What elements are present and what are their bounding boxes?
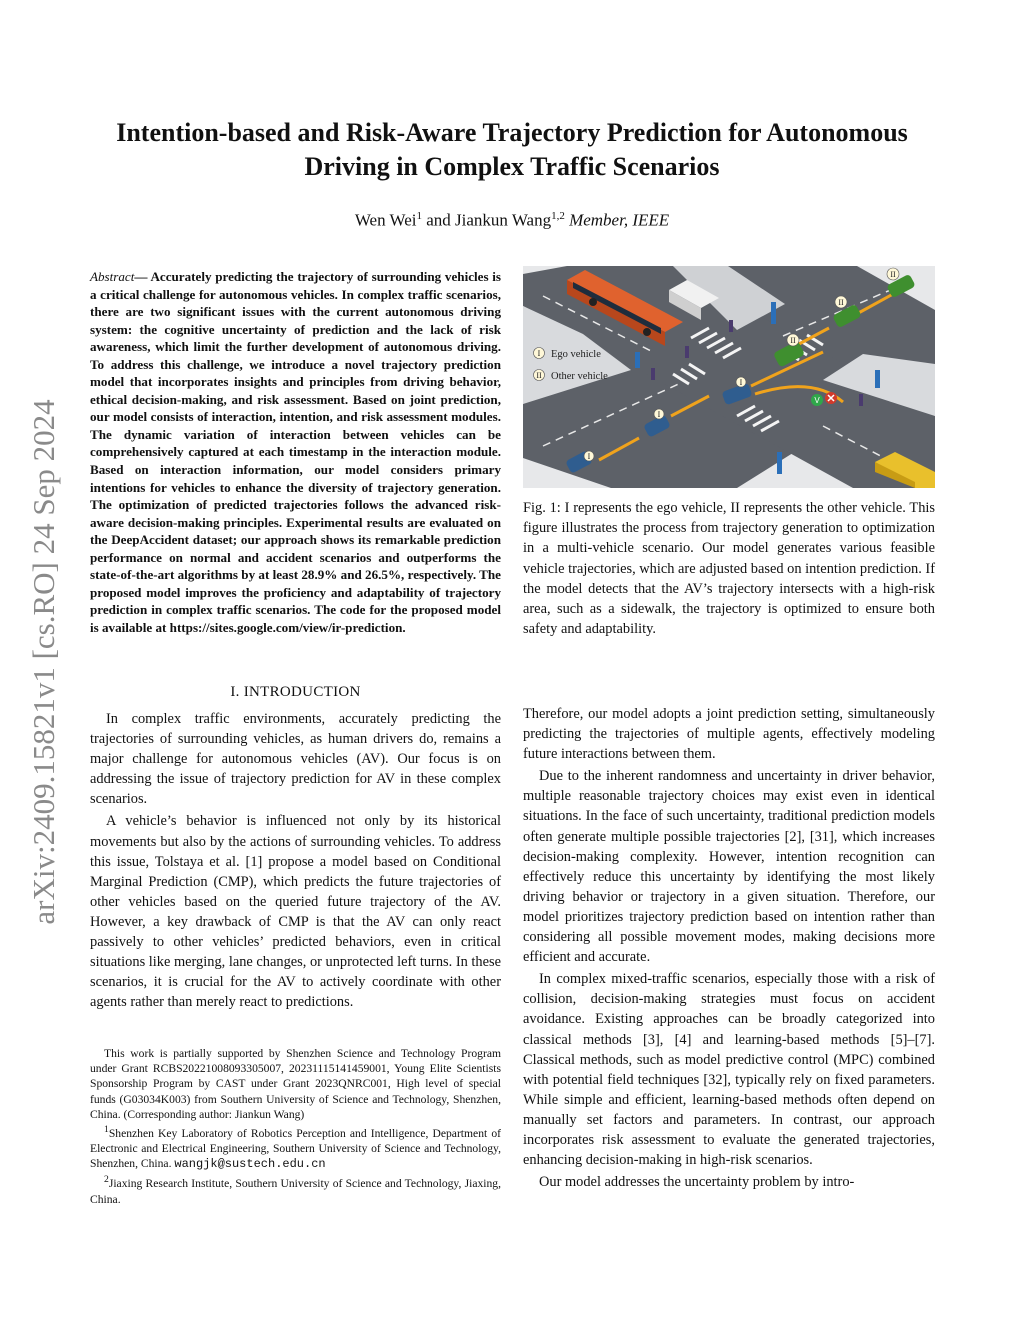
legend-ego-label: Ego vehicle — [551, 349, 601, 360]
title-line-2: Driving in Complex Traffic Scenarios — [304, 152, 720, 181]
author-membership: Member, IEEE — [569, 210, 670, 230]
abstract-label: Abstract — [90, 269, 135, 284]
author-1: Wen Wei — [354, 210, 417, 230]
right-paragraph-1: Therefore, our model adopts a joint prediction setting, simultaneously predicting the trajectories of multiple agents, effectively modeling future interactions between them. — [523, 706, 935, 763]
footnote-2-text: Jiaxing Research Institute, Southern University of Science and Technology, Jiaxing, China. — [90, 1177, 501, 1206]
author-1-affil: 1 — [416, 210, 422, 222]
marker-ego-2: I — [657, 410, 661, 419]
title-line-1: Intention-based and Risk-Aware Trajectory Prediction for Autonomous — [116, 118, 908, 147]
marker-ego-3: I — [739, 378, 743, 387]
marker-other-3: II — [890, 270, 896, 279]
intersection-scene — [523, 266, 935, 488]
author-2-affil: 1,2 — [551, 210, 565, 222]
abstract — [90, 268, 501, 636]
footnote-2-mark: 2 — [104, 1174, 109, 1186]
footnote-affiliation-2 — [90, 1172, 501, 1206]
right-paragraph-4: Our model addresses the uncertainty problem by intro- — [539, 1174, 855, 1191]
paper-title — [80, 116, 944, 184]
author-email: wangjk@sustech.edu.cn — [174, 1157, 326, 1172]
footnote-affiliation-1 — [90, 1122, 501, 1172]
right-paragraph-3: In complex mixed-traffic scenarios, especially those with a risk of collision, decision-making strategies must focus on accident avoidance. Existing approaches can be broadly categorized into classical methods [3], [4] and learning-based methods [5]–[7]. Classical methods, such as model predictive control (MPC) combined with potential field techniques [32], typically rely on fixed parameters. While simple and efficient, learning-based methods often depend on manually set factors and parameters. In contrast, our approach incorporates risk assessment to evaluate the generated trajectories, enhancing decision-making in high-risk scenarios. — [523, 971, 935, 1169]
footnote-support: This work is partially supported by Shenzhen Science and Technology Program under Grant RCBS20221008093305007, 20231115141459001, Young Elite Scientists Sponsorship Program by CAST under Grant 2023QNRC001, High level of special funds (G03034K003) from Southern University of Science and Technology, Shenzhen, China. (Corresponding author: Jiankun Wang) — [90, 1047, 501, 1121]
legend-ego-num: I — [537, 349, 541, 358]
author-2: Jiankun Wang — [455, 210, 552, 230]
legend-other-label: Other vehicle — [551, 371, 608, 382]
footnote-1-text: Shenzhen Key Laboratory of Robotics Perception and Intelligence, Department of Electronic and Electrical Engineering, Southern University of Science and Technology, Shenzhen, China. — [90, 1126, 501, 1171]
safe-check-mark: V — [814, 396, 820, 405]
intro-paragraph-2: A vehicle’s behavior is influenced not only by its historical movements but also by the actions of surrounding vehicles. To address this issue, Tolstaya et al. [1] propose a model based on Conditional Marginal Prediction (CMP), which predicts the future trajectories of other vehicles based on the queried future trajectory of the AV. However, a key drawback of CMP is that the AV can only react passively to other vehicles’ predicted behaviors, even in critical situations like merging, lane changes, or unprotected left turns. In these scenarios, it is crucial for the AV to actively coordinate with other agents rather than merely react to predictions. — [90, 813, 501, 1011]
introduction-body — [90, 709, 501, 1014]
marker-other-2: II — [838, 298, 844, 307]
intro-paragraph-1: In complex traffic environments, accurately predicting the trajectories of surrounding vehicles, as human drivers do, remains a major challenge for autonomous vehicles (AV). Our focus is on addressing the issue of trajectory prediction for AV in these complex scenarios. — [90, 711, 501, 808]
legend-other-num: II — [536, 371, 542, 380]
author-line — [200, 210, 824, 231]
footnote-1-mark: 1 — [104, 1124, 109, 1136]
author-and: and — [421, 210, 456, 230]
footnotes — [90, 1046, 501, 1207]
marker-other-1: II — [790, 336, 796, 345]
right-paragraph-2: Due to the inherent randomness and uncertainty in driver behavior, multiple reasonable trajectory choices may exist even in identical situations. In the face of such uncertainty, traditional prediction models often generate multiple possible trajectories [2], [31], which increases decision-making complexity. However, intention recognition can effectively reduce this uncertainty by identifying the most likely driving behavior or trajectory in a given situation. Therefore, our model prioritizes trajectory prediction based on intention rather than considering all possible movement modes, making decisions more efficient and accurate. — [523, 768, 935, 966]
figure-1-caption: Fig. 1: I represents the ego vehicle, II represents the other vehicle. This figure illustrates the process from trajectory generation to optimization in a multi-vehicle scenario. Our model generates various feasible vehicle trajectories, which are adjusted based on intention prediction. If the model detects that the AV’s trajectory intersects with a high-risk area, such as a sidewalk, the trajectory is optimized to ensure both safety and adaptability. — [523, 500, 935, 638]
marker-ego-1: I — [587, 452, 591, 461]
right-column-body — [523, 704, 935, 1194]
abstract-text: — Accurately predicting the trajectory of surrounding vehicles is a critical challenge for autonomous vehicles. In complex traffic scenarios, there are two significant issues with the current autonomous driving system: the cognitive uncertainty of prediction and the lack of risk awareness, which limit the further development of autonomous driving. To address this challenge, we introduce a novel trajectory prediction model that incorporates insights and principles from driving behavior, ethical decision-making, and risk assessment. Based on joint prediction, our model consists of interaction, intention, and risk assessment modules. The dynamic variation of interaction between vehicles can be comprehensively captured at each timestamp in the interaction module. Based on interaction information, our model considers primary intentions for vehicles to enhance the diversity of trajectory generation. The optimization of predicted trajectories follows the advanced risk-aware decision-making principles. Experimental results are evaluated on the DeepAccident dataset; our approach shows its remarkable prediction performance on normal and accident scenarios and outperforms the state-of-the-art algorithms by at least 28.9% and 26.5%, respectively. The proposed model improves the proficiency and adaptability of trajectory prediction in complex traffic scenarios. The code for the proposed model is available at https://sites.google.com/view/ir-prediction. — [90, 269, 501, 635]
figure-1-illustration — [523, 266, 935, 488]
arxiv-watermark: arXiv:2409.15821v1 [cs.RO] 24 Sep 2024 — [26, 399, 61, 925]
section-heading-introduction: I. INTRODUCTION — [230, 684, 361, 700]
